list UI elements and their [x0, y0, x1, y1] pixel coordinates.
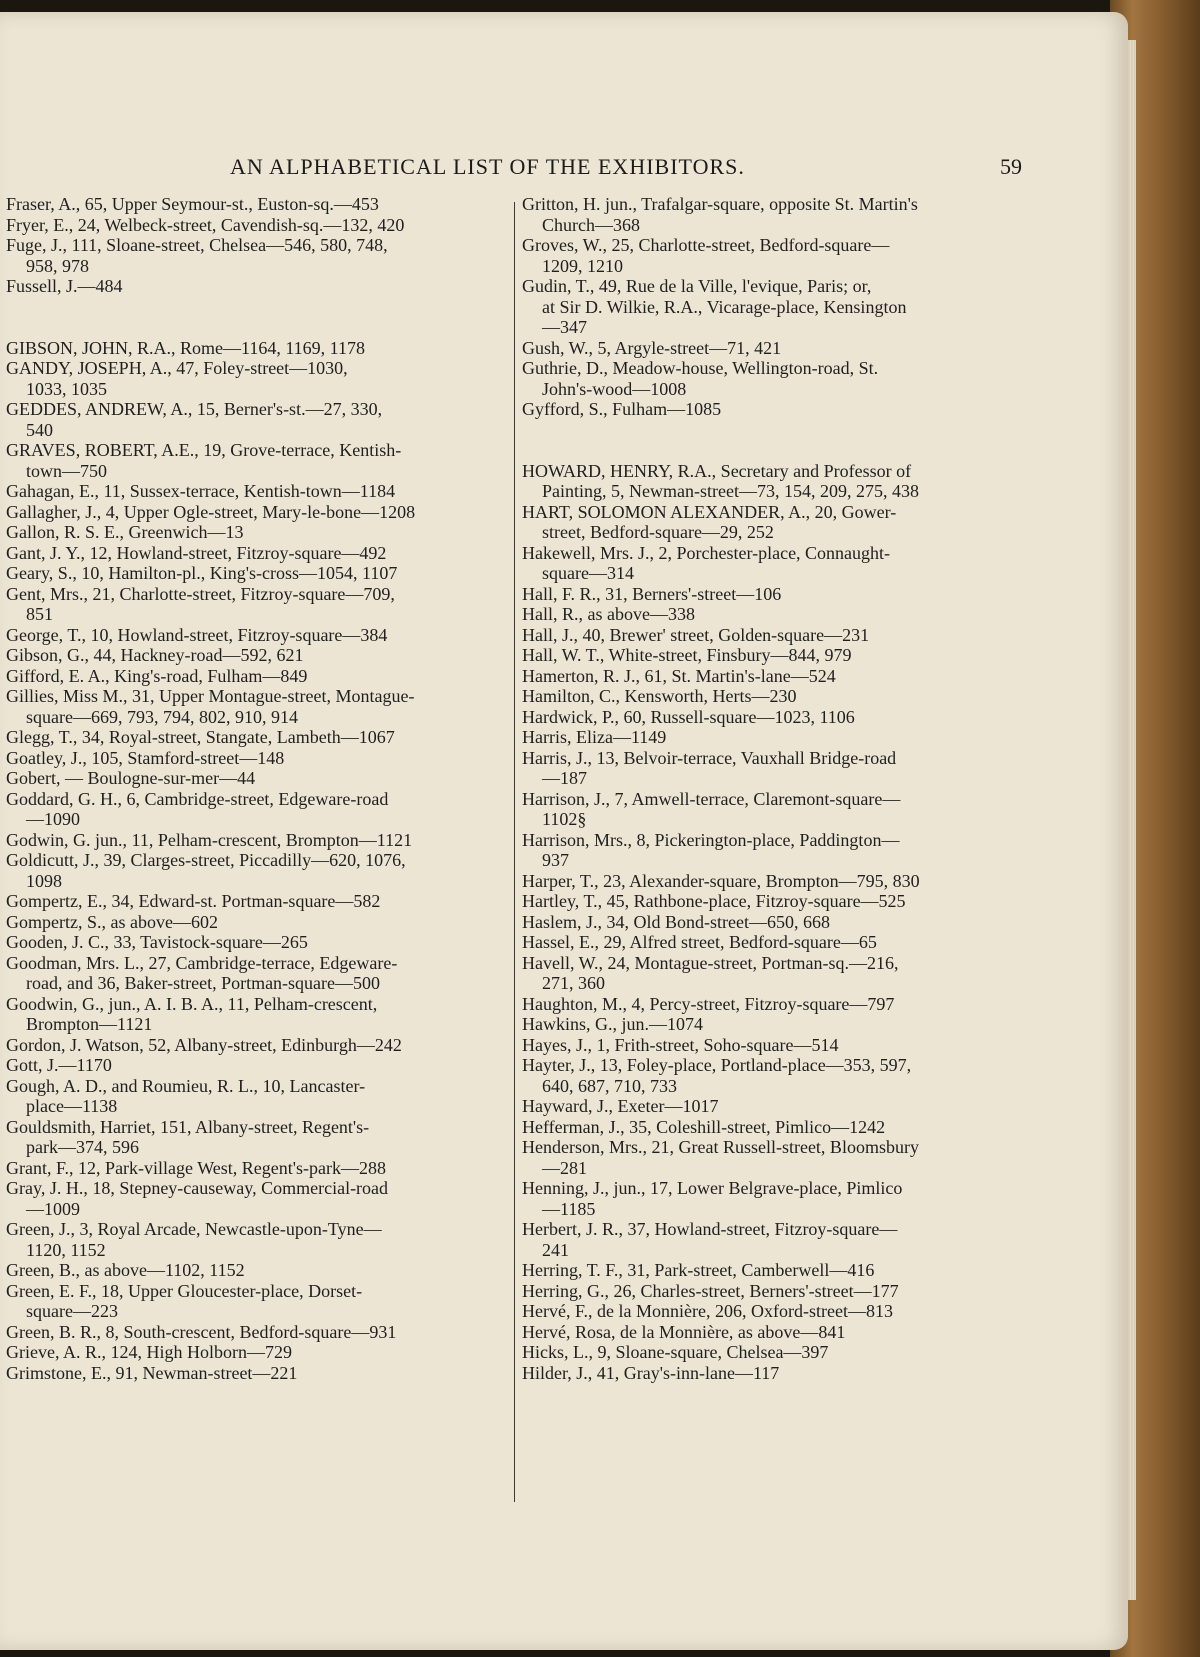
exhibitor-entry — [522, 789, 1030, 830]
exhibitor-entry — [6, 748, 500, 769]
entry-line: Hervé, F., de la Monnière, 206, Oxford-street—813 — [522, 1301, 893, 1321]
exhibitor-entry — [6, 338, 500, 359]
entry-line: Fuge, J., 111, Sloane-street, Chelsea—546, 580, 748, — [6, 235, 388, 255]
entry-line: Harper, T., 23, Alexander-square, Brompton—795, 830 — [522, 870, 920, 891]
entry-line: Groves, W., 25, Charlotte-street, Bedford-square— — [522, 235, 890, 255]
entry-line: Harris, J., 13, Belvoir-terrace, Vauxhall Bridge-road — [522, 747, 897, 768]
exhibitor-entry — [6, 994, 500, 1035]
entry-continuation-line: 640, 687, 710, 733 — [542, 1075, 677, 1096]
entry-continuation-line: 241 — [542, 1239, 569, 1260]
exhibitor-entry — [522, 1301, 1030, 1322]
section-gap — [6, 297, 500, 338]
exhibitor-entry — [522, 830, 1030, 871]
entry-continuation-line: Painting, 5, Newman-street—73, 154, 209, 275, 438 — [542, 481, 919, 501]
entry-continuation-line: —1090 — [26, 809, 80, 829]
entry-line: Hayes, J., 1, Frith-street, Soho-square—514 — [522, 1034, 839, 1055]
exhibitor-entry — [522, 625, 1030, 646]
exhibitor-entry — [6, 912, 500, 933]
entry-line: Gent, Mrs., 21, Charlotte-street, Fitzroy-square—709, — [6, 583, 395, 604]
entry-continuation-line: —1185 — [542, 1198, 596, 1219]
exhibitor-entry — [6, 1035, 500, 1056]
entry-line: Hefferman, J., 35, Coleshill-street, Pimlico—1242 — [522, 1116, 886, 1137]
exhibitor-entry — [6, 727, 500, 748]
left-column — [6, 194, 500, 1383]
entry-line: Hall, W. T., White-street, Finsbury—844, 979 — [522, 645, 852, 665]
entry-line: Gyfford, S., Fulham—1085 — [522, 399, 722, 419]
exhibitor-entry — [6, 1117, 500, 1158]
entry-line: Hassel, E., 29, Alfred street, Bedford-square—65 — [522, 932, 877, 952]
exhibitor-entry — [6, 1055, 500, 1076]
entry-continuation-line: —281 — [542, 1157, 587, 1178]
entry-line: Goddard, G. H., 6, Cambridge-street, Edgeware-road — [6, 788, 389, 809]
exhibitor-entry — [6, 399, 500, 440]
entry-continuation-line: road, and 36, Baker-street, Portman-square—500 — [26, 973, 381, 993]
entry-continuation-line: town—750 — [26, 460, 107, 481]
exhibitor-entry — [522, 1055, 1030, 1096]
entry-line: Gillies, Miss M., 31, Upper Montague-street, Montague- — [6, 686, 415, 706]
entry-line: Green, B., as above—1102, 1152 — [6, 1260, 245, 1280]
entry-line: Grant, F., 12, Park-village West, Regent's-park—288 — [6, 1157, 386, 1178]
entry-continuation-line: Brompton—1121 — [26, 1014, 153, 1034]
entry-continuation-line: 937 — [542, 850, 569, 870]
exhibitor-entry — [6, 543, 500, 564]
entry-continuation-line: 958, 978 — [26, 255, 89, 276]
exhibitor-entry — [6, 276, 500, 297]
entry-line: Goatley, J., 105, Stamford-street—148 — [6, 747, 285, 768]
entry-line: Fraser, A., 65, Upper Seymour-st., Euston-sq.—453 — [6, 194, 379, 214]
entry-line: Herring, T. F., 31, Park-street, Camberwell—416 — [522, 1260, 875, 1280]
right-column — [522, 194, 1030, 1383]
entry-line: Fussell, J.—484 — [6, 276, 123, 296]
entry-line: Green, J., 3, Royal Arcade, Newcastle-upon-Tyne— — [6, 1219, 382, 1239]
entry-line: Gompertz, E., 34, Edward-st. Portman-square—582 — [6, 891, 381, 911]
entry-line: Gray, J. H., 18, Stepney-causeway, Commercial-road — [6, 1178, 389, 1198]
entry-continuation-line: 851 — [26, 604, 53, 624]
entry-line: Gant, J. Y., 12, Howland-street, Fitzroy-square—492 — [6, 542, 387, 563]
entry-line: Henning, J., jun., 17, Lower Belgrave-place, Pimlico — [522, 1178, 903, 1198]
exhibitor-entry — [522, 994, 1030, 1015]
exhibitor-entry — [522, 543, 1030, 584]
entry-line: GRAVES, ROBERT, A.E., 19, Grove-terrace, Kentish- — [6, 440, 402, 460]
exhibitor-entry — [522, 584, 1030, 605]
entry-continuation-line: street, Bedford-square—29, 252 — [542, 522, 774, 542]
entry-line: Gompertz, S., as above—602 — [6, 911, 218, 932]
entry-line: Hilder, J., 41, Gray's-inn-lane—117 — [522, 1362, 780, 1383]
exhibitor-entry — [6, 522, 500, 543]
exhibitor-entry — [6, 358, 500, 399]
exhibitor-entry — [522, 707, 1030, 728]
exhibitor-entry — [6, 1178, 500, 1219]
entry-line: Gough, A. D., and Roumieu, R. L., 10, Lancaster- — [6, 1075, 366, 1096]
entry-line: Gallagher, J., 4, Upper Ogle-street, Mary-le-bone—1208 — [6, 501, 416, 522]
exhibitor-entry — [6, 932, 500, 953]
column-divider — [514, 202, 515, 1502]
entry-continuation-line: Church—368 — [542, 214, 640, 235]
exhibitor-entry — [522, 891, 1030, 912]
exhibitor-entry — [6, 1322, 500, 1343]
exhibitor-entry — [6, 1342, 500, 1363]
entry-line: Hawkins, G., jun.—1074 — [522, 1014, 703, 1034]
entry-line: Hall, J., 40, Brewer' street, Golden-square—231 — [522, 624, 870, 645]
entry-continuation-line: at Sir D. Wilkie, R.A., Vicarage-place, Kensington — [542, 296, 907, 317]
entry-line: Goodwin, G., jun., A. I. B. A., 11, Pelham-crescent, — [6, 993, 378, 1014]
entry-line: Gahagan, E., 11, Sussex-terrace, Kentish-town—1184 — [6, 481, 396, 501]
entry-line: Hayter, J., 13, Foley-place, Portland-place—353, 597, — [522, 1055, 912, 1075]
page-heading: AN ALPHABETICAL LIST OF THE EXHIBITORS. — [230, 154, 745, 179]
entry-line: Harris, Eliza—1149 — [522, 727, 667, 747]
entry-line: Gibson, G., 44, Hackney-road—592, 621 — [6, 645, 304, 665]
entry-continuation-line: park—374, 596 — [26, 1137, 139, 1157]
entry-continuation-line: —347 — [542, 317, 587, 337]
exhibitor-entry — [6, 768, 500, 789]
entry-line: Gooden, J. C., 33, Tavistock-square—265 — [6, 932, 308, 952]
exhibitor-entry — [522, 399, 1030, 420]
exhibitor-entry — [522, 502, 1030, 543]
exhibitor-entry — [6, 891, 500, 912]
entry-line: Herring, G., 26, Charles-street, Berners'-street—177 — [522, 1280, 899, 1301]
entry-line: Hall, F. R., 31, Berners'-street—106 — [522, 583, 782, 604]
exhibitor-entry — [522, 645, 1030, 666]
exhibitor-entry — [6, 686, 500, 727]
entry-line: Goodman, Mrs. L., 27, Cambridge-terrace, Edgeware- — [6, 952, 398, 973]
exhibitor-entry — [6, 563, 500, 584]
exhibitor-entry — [522, 338, 1030, 359]
exhibitor-entry — [522, 1096, 1030, 1117]
exhibitor-entry — [6, 215, 500, 236]
exhibitor-entry — [6, 1281, 500, 1322]
entry-line: Gallon, R. S. E., Greenwich—13 — [6, 522, 244, 542]
entry-continuation-line: 1120, 1152 — [26, 1239, 106, 1260]
exhibitor-entry — [6, 1158, 500, 1179]
entry-line: Gifford, E. A., King's-road, Fulham—849 — [6, 665, 308, 686]
exhibitor-entry — [6, 440, 500, 481]
entry-line: Gott, J.—1170 — [6, 1055, 112, 1075]
entry-line: Fryer, E., 24, Welbeck-street, Cavendish-sq.—132, 420 — [6, 214, 405, 235]
entry-continuation-line: 1098 — [26, 870, 62, 891]
entry-line: Gordon, J. Watson, 52, Albany-street, Edinburgh—242 — [6, 1034, 402, 1055]
entry-continuation-line: John's-wood—1008 — [542, 378, 687, 399]
exhibitor-entry — [522, 912, 1030, 933]
entry-line: HOWARD, HENRY, R.A., Secretary and Professor of — [522, 460, 912, 481]
exhibitor-entry — [522, 748, 1030, 789]
entry-line: Henderson, Mrs., 21, Great Russell-street, Bloomsbury — [522, 1137, 919, 1157]
exhibitor-entry — [522, 932, 1030, 953]
exhibitor-entry — [6, 953, 500, 994]
entry-line: Haughton, M., 4, Percy-street, Fitzroy-square—797 — [522, 993, 895, 1014]
entry-continuation-line: —187 — [542, 768, 587, 788]
entry-line: Havell, W., 24, Montague-street, Portman-sq.—216, — [522, 952, 899, 973]
entry-line: Hicks, L., 9, Sloane-square, Chelsea—397 — [522, 1342, 829, 1362]
entry-continuation-line: —1009 — [26, 1198, 80, 1219]
entry-line: GANDY, JOSEPH, A., 47, Foley-street—1030, — [6, 358, 348, 378]
entry-line: George, T., 10, Howland-street, Fitzroy-square—384 — [6, 624, 388, 645]
exhibitor-entry — [522, 727, 1030, 748]
entry-line: Gobert, — Boulogne-sur-mer—44 — [6, 768, 256, 788]
entry-line: Grieve, A. R., 124, High Holborn—729 — [6, 1342, 292, 1362]
exhibitor-entry — [522, 1178, 1030, 1219]
exhibitor-entry — [522, 871, 1030, 892]
exhibitor-entry — [6, 1260, 500, 1281]
exhibitor-entry — [522, 1137, 1030, 1178]
exhibitor-entry — [6, 194, 500, 215]
exhibitor-entry — [522, 1363, 1030, 1384]
exhibitor-entry — [522, 194, 1030, 235]
entry-line: Gush, W., 5, Argyle-street—71, 421 — [522, 337, 782, 358]
exhibitor-entry — [6, 235, 500, 276]
exhibitor-entry — [6, 502, 500, 523]
exhibitor-entry — [522, 1281, 1030, 1302]
entry-line: Guthrie, D., Meadow-house, Wellington-road, St. — [522, 358, 879, 378]
entry-continuation-line: 1102§ — [542, 809, 587, 829]
entry-line: Harrison, J., 7, Amwell-terrace, Claremont-square— — [522, 788, 901, 809]
entry-line: Harrison, Mrs., 8, Pickerington-place, Paddington— — [522, 829, 900, 850]
exhibitor-entry — [6, 789, 500, 830]
exhibitor-entry — [522, 1342, 1030, 1363]
entry-continuation-line: 1209, 1210 — [542, 255, 623, 276]
exhibitor-entry — [522, 1322, 1030, 1343]
entry-continuation-line: 540 — [26, 419, 53, 440]
entry-line: Glegg, T., 34, Royal-street, Stangate, Lambeth—1067 — [6, 727, 395, 747]
entry-continuation-line: square—223 — [26, 1301, 118, 1321]
entry-line: Godwin, G. jun., 11, Pelham-crescent, Brompton—1121 — [6, 829, 413, 850]
entry-line: Hakewell, Mrs. J., 2, Porchester-place, Connaught- — [522, 542, 891, 563]
exhibitor-entry — [522, 461, 1030, 502]
exhibitor-entry — [522, 1035, 1030, 1056]
entry-line: Goldicutt, J., 39, Clarges-street, Piccadilly—620, 1076, — [6, 850, 406, 870]
entry-line: Hervé, Rosa, de la Monnière, as above—841 — [522, 1321, 846, 1342]
exhibitor-entry — [6, 584, 500, 625]
entry-continuation-line: place—1138 — [26, 1096, 118, 1116]
exhibitor-entry — [6, 850, 500, 891]
exhibitor-entry — [6, 625, 500, 646]
exhibitor-entry — [522, 235, 1030, 276]
entry-line: Green, B. R., 8, South-crescent, Bedford-square—931 — [6, 1321, 397, 1342]
entry-continuation-line: square—314 — [542, 563, 634, 583]
entry-line: Hamilton, C., Kensworth, Herts—230 — [522, 686, 797, 706]
exhibitor-entry — [6, 645, 500, 666]
section-gap — [522, 420, 1030, 461]
entry-line: Gritton, H. jun., Trafalgar-square, opposite St. Martin's — [522, 194, 918, 214]
entry-line: Gouldsmith, Harriet, 151, Albany-street, Regent's- — [6, 1116, 370, 1137]
entry-line: Green, E. F., 18, Upper Gloucester-place, Dorset- — [6, 1280, 363, 1301]
running-header — [0, 144, 1128, 184]
exhibitor-entry — [522, 1117, 1030, 1138]
entry-continuation-line: square—669, 793, 794, 802, 910, 914 — [26, 706, 298, 727]
entry-line: Gudin, T., 49, Rue de la Ville, l'evique, Paris; or, — [522, 276, 872, 296]
entry-line: Grimstone, E., 91, Newman-street—221 — [6, 1362, 298, 1383]
entry-line: Hall, R., as above—338 — [522, 604, 695, 624]
entry-line: Hardwick, P., 60, Russell-square—1023, 1106 — [522, 706, 855, 727]
entry-line: Hayward, J., Exeter—1017 — [522, 1096, 719, 1116]
exhibitor-entry — [522, 686, 1030, 707]
entry-line: Geary, S., 10, Hamilton-pl., King's-cross—1054, 1107 — [6, 563, 398, 583]
exhibitor-entry — [6, 830, 500, 851]
exhibitor-entry — [522, 604, 1030, 625]
exhibitor-entry — [522, 666, 1030, 687]
exhibitor-entry — [6, 1363, 500, 1384]
exhibitor-entry — [6, 481, 500, 502]
entry-line: GIBSON, JOHN, R.A., Rome—1164, 1169, 1178 — [6, 337, 366, 358]
entry-line: Hartley, T., 45, Rathbone-place, Fitzroy-square—525 — [522, 891, 906, 911]
entry-line: Haslem, J., 34, Old Bond-street—650, 668 — [522, 911, 830, 932]
exhibitor-entry — [522, 953, 1030, 994]
exhibitor-entry — [522, 1014, 1030, 1035]
exhibitor-entry — [6, 666, 500, 687]
entry-continuation-line: 271, 360 — [542, 973, 605, 993]
entry-line: HART, SOLOMON ALEXANDER, A., 20, Gower- — [522, 501, 897, 522]
exhibitor-entry — [6, 1219, 500, 1260]
entry-continuation-line: 1033, 1035 — [26, 378, 107, 399]
exhibitor-entry — [522, 1219, 1030, 1260]
exhibitor-entry — [522, 1260, 1030, 1281]
entry-line: Hamerton, R. J., 61, St. Martin's-lane—524 — [522, 665, 836, 686]
entry-line: Herbert, J. R., 37, Howland-street, Fitzroy-square— — [522, 1219, 898, 1239]
book-page — [0, 12, 1128, 1650]
exhibitor-entry — [522, 358, 1030, 399]
exhibitor-entry — [522, 276, 1030, 338]
page-number: 59 — [1000, 154, 1022, 179]
entry-line: GEDDES, ANDREW, A., 15, Berner's-st.—27, 330, — [6, 399, 383, 419]
exhibitor-entry — [6, 1076, 500, 1117]
